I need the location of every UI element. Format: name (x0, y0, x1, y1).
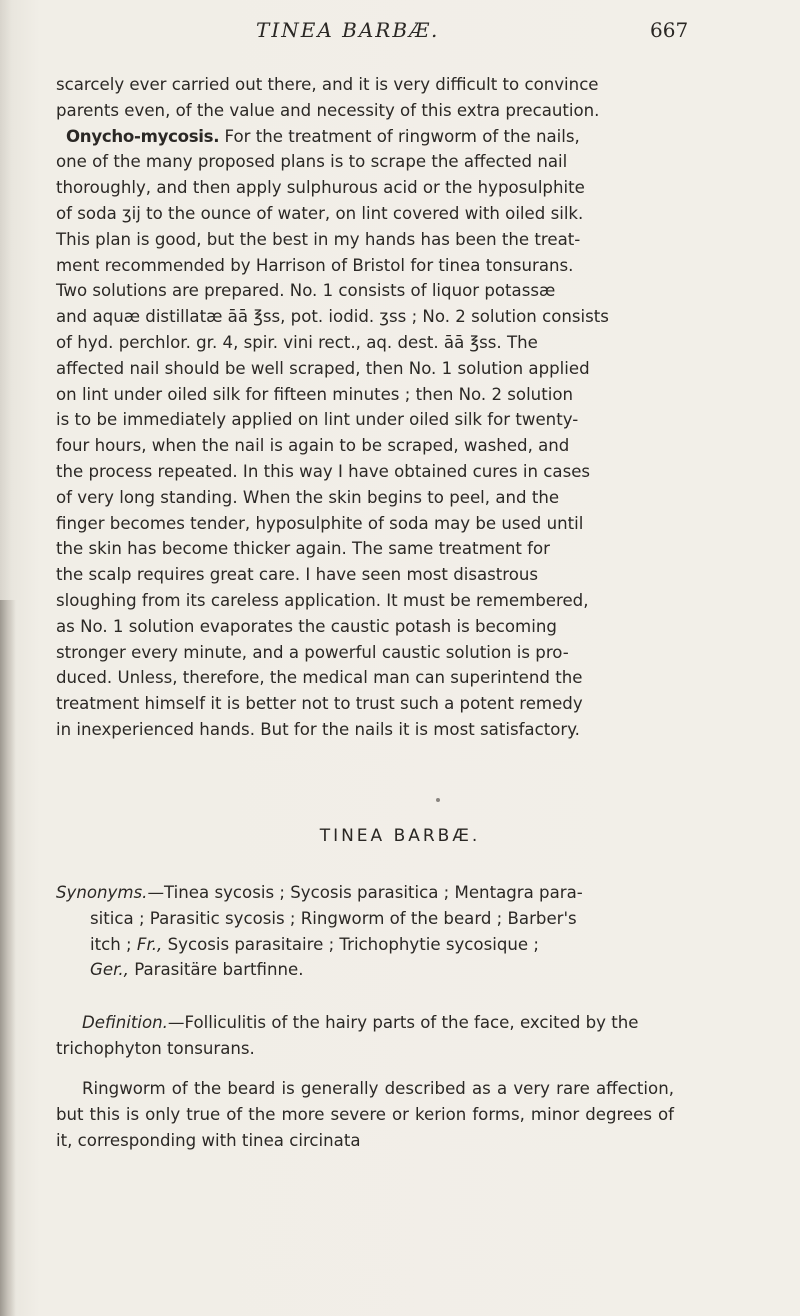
text-line: as No. 1 solution evaporates the caustic potash is becoming (56, 616, 557, 636)
french-label: Fr., (136, 934, 163, 954)
synonyms-paragraph (56, 880, 674, 983)
definition-text: —Folliculitis of the hairy parts of the face, excited by the trichophyton tonsurans. (56, 1013, 639, 1058)
text-line: the scalp requires great care. I have seen most disastrous (56, 565, 539, 585)
text-line: on lint under oiled silk for fifteen minutes ; then No. 2 solution (56, 384, 573, 404)
text-line: and aquæ distillatæ āā ℥ss, pot. iodid. ʒss ; No. 2 solution consists (56, 307, 609, 327)
text-line: of hyd. perchlor. gr. 4, spir. vini rect., aq. dest. āā ℥ss. The (56, 332, 538, 352)
text-line: duced. Unless, therefore, the medical man can superintend the (56, 668, 583, 688)
text-line: parents even, of the value and necessity of this extra precaution. (56, 100, 600, 120)
text-line: the skin has become thicker again. The same treatment for (56, 539, 550, 559)
definition-label: Definition. (82, 1013, 168, 1032)
synonyms-text: sitica ; Parasitic sycosis ; Ringworm of the beard ; Barber's (90, 908, 577, 928)
text-line: scarcely ever carried out there, and it is very difficult to convince (56, 75, 599, 94)
text-line: thoroughly, and then apply sulphurous acid or the hyposulphite (56, 178, 585, 198)
text-line: treatment himself it is better not to trust such a potent remedy (56, 694, 583, 714)
synonyms-block (56, 880, 674, 983)
text-line: four hours, when the nail is again to be scraped, washed, and (56, 436, 570, 456)
text-line: of very long standing. When the skin begins to peel, and the (56, 487, 560, 507)
german-label: Ger., (90, 960, 129, 980)
text-line: is to be immediately applied on lint under oiled silk for twenty- (56, 410, 579, 430)
section-heading: TINEA BARBÆ. (319, 826, 481, 846)
definition-paragraph (56, 1010, 674, 1062)
ringworm-text: Ringworm of the beard is generally described as a very rare affection, but this is only true of the more severe or kerion forms, minor degrees of it, corresponding with tinea circinata (56, 1079, 674, 1150)
text-line: in inexperienced hands. But for the nails it is most satisfactory. (56, 719, 580, 739)
text-line: sloughing from its careless application. It must be remembered, (56, 590, 589, 610)
running-title: TINEA BARBÆ. (256, 18, 440, 42)
text-line: stronger every minute, and a powerful caustic solution is pro- (56, 642, 569, 662)
binding-shadow (0, 600, 16, 1316)
text-line: the process repeated. In this way I have obtained cures in cases (56, 461, 591, 481)
synonyms-text: —Tinea sycosis ; Sycosis parasitica ; Mentagra para- (147, 883, 583, 902)
text-line: finger becomes tender, hyposulphite of soda may be used until (56, 513, 584, 533)
text-line: Two solutions are prepared. No. 1 consists of liquor potassæ (56, 281, 556, 301)
definition-block (56, 1010, 674, 1062)
page-header (0, 18, 800, 48)
synonyms-text: Sycosis parasitaire ; Trichophytie sycosique ; (162, 934, 539, 954)
runin-heading: Onycho-mycosis. (66, 126, 220, 146)
synonyms-text: itch ; (90, 934, 137, 954)
text-line-part: For the treatment of ringworm of the nails, (224, 126, 580, 146)
synonyms-text: Parasitäre bartfinne. (128, 960, 304, 980)
ink-speck (436, 798, 440, 802)
text-line: one of the many proposed plans is to scrape the affected nail (56, 152, 568, 172)
text-line: This plan is good, but the best in my hands has been the treat- (56, 229, 581, 249)
main-paragraph (56, 72, 674, 743)
text-line (56, 124, 674, 150)
text-line: ment recommended by Harrison of Bristol for tinea tonsurans. (56, 255, 574, 275)
ringworm-paragraph (56, 1076, 674, 1153)
page-number: 667 (650, 18, 689, 42)
synonyms-label: Synonyms. (56, 883, 148, 902)
text-line: of soda ʒij to the ounce of water, on lint covered with oiled silk. (56, 203, 584, 223)
text-line: affected nail should be well scraped, then No. 1 solution applied (56, 358, 590, 378)
